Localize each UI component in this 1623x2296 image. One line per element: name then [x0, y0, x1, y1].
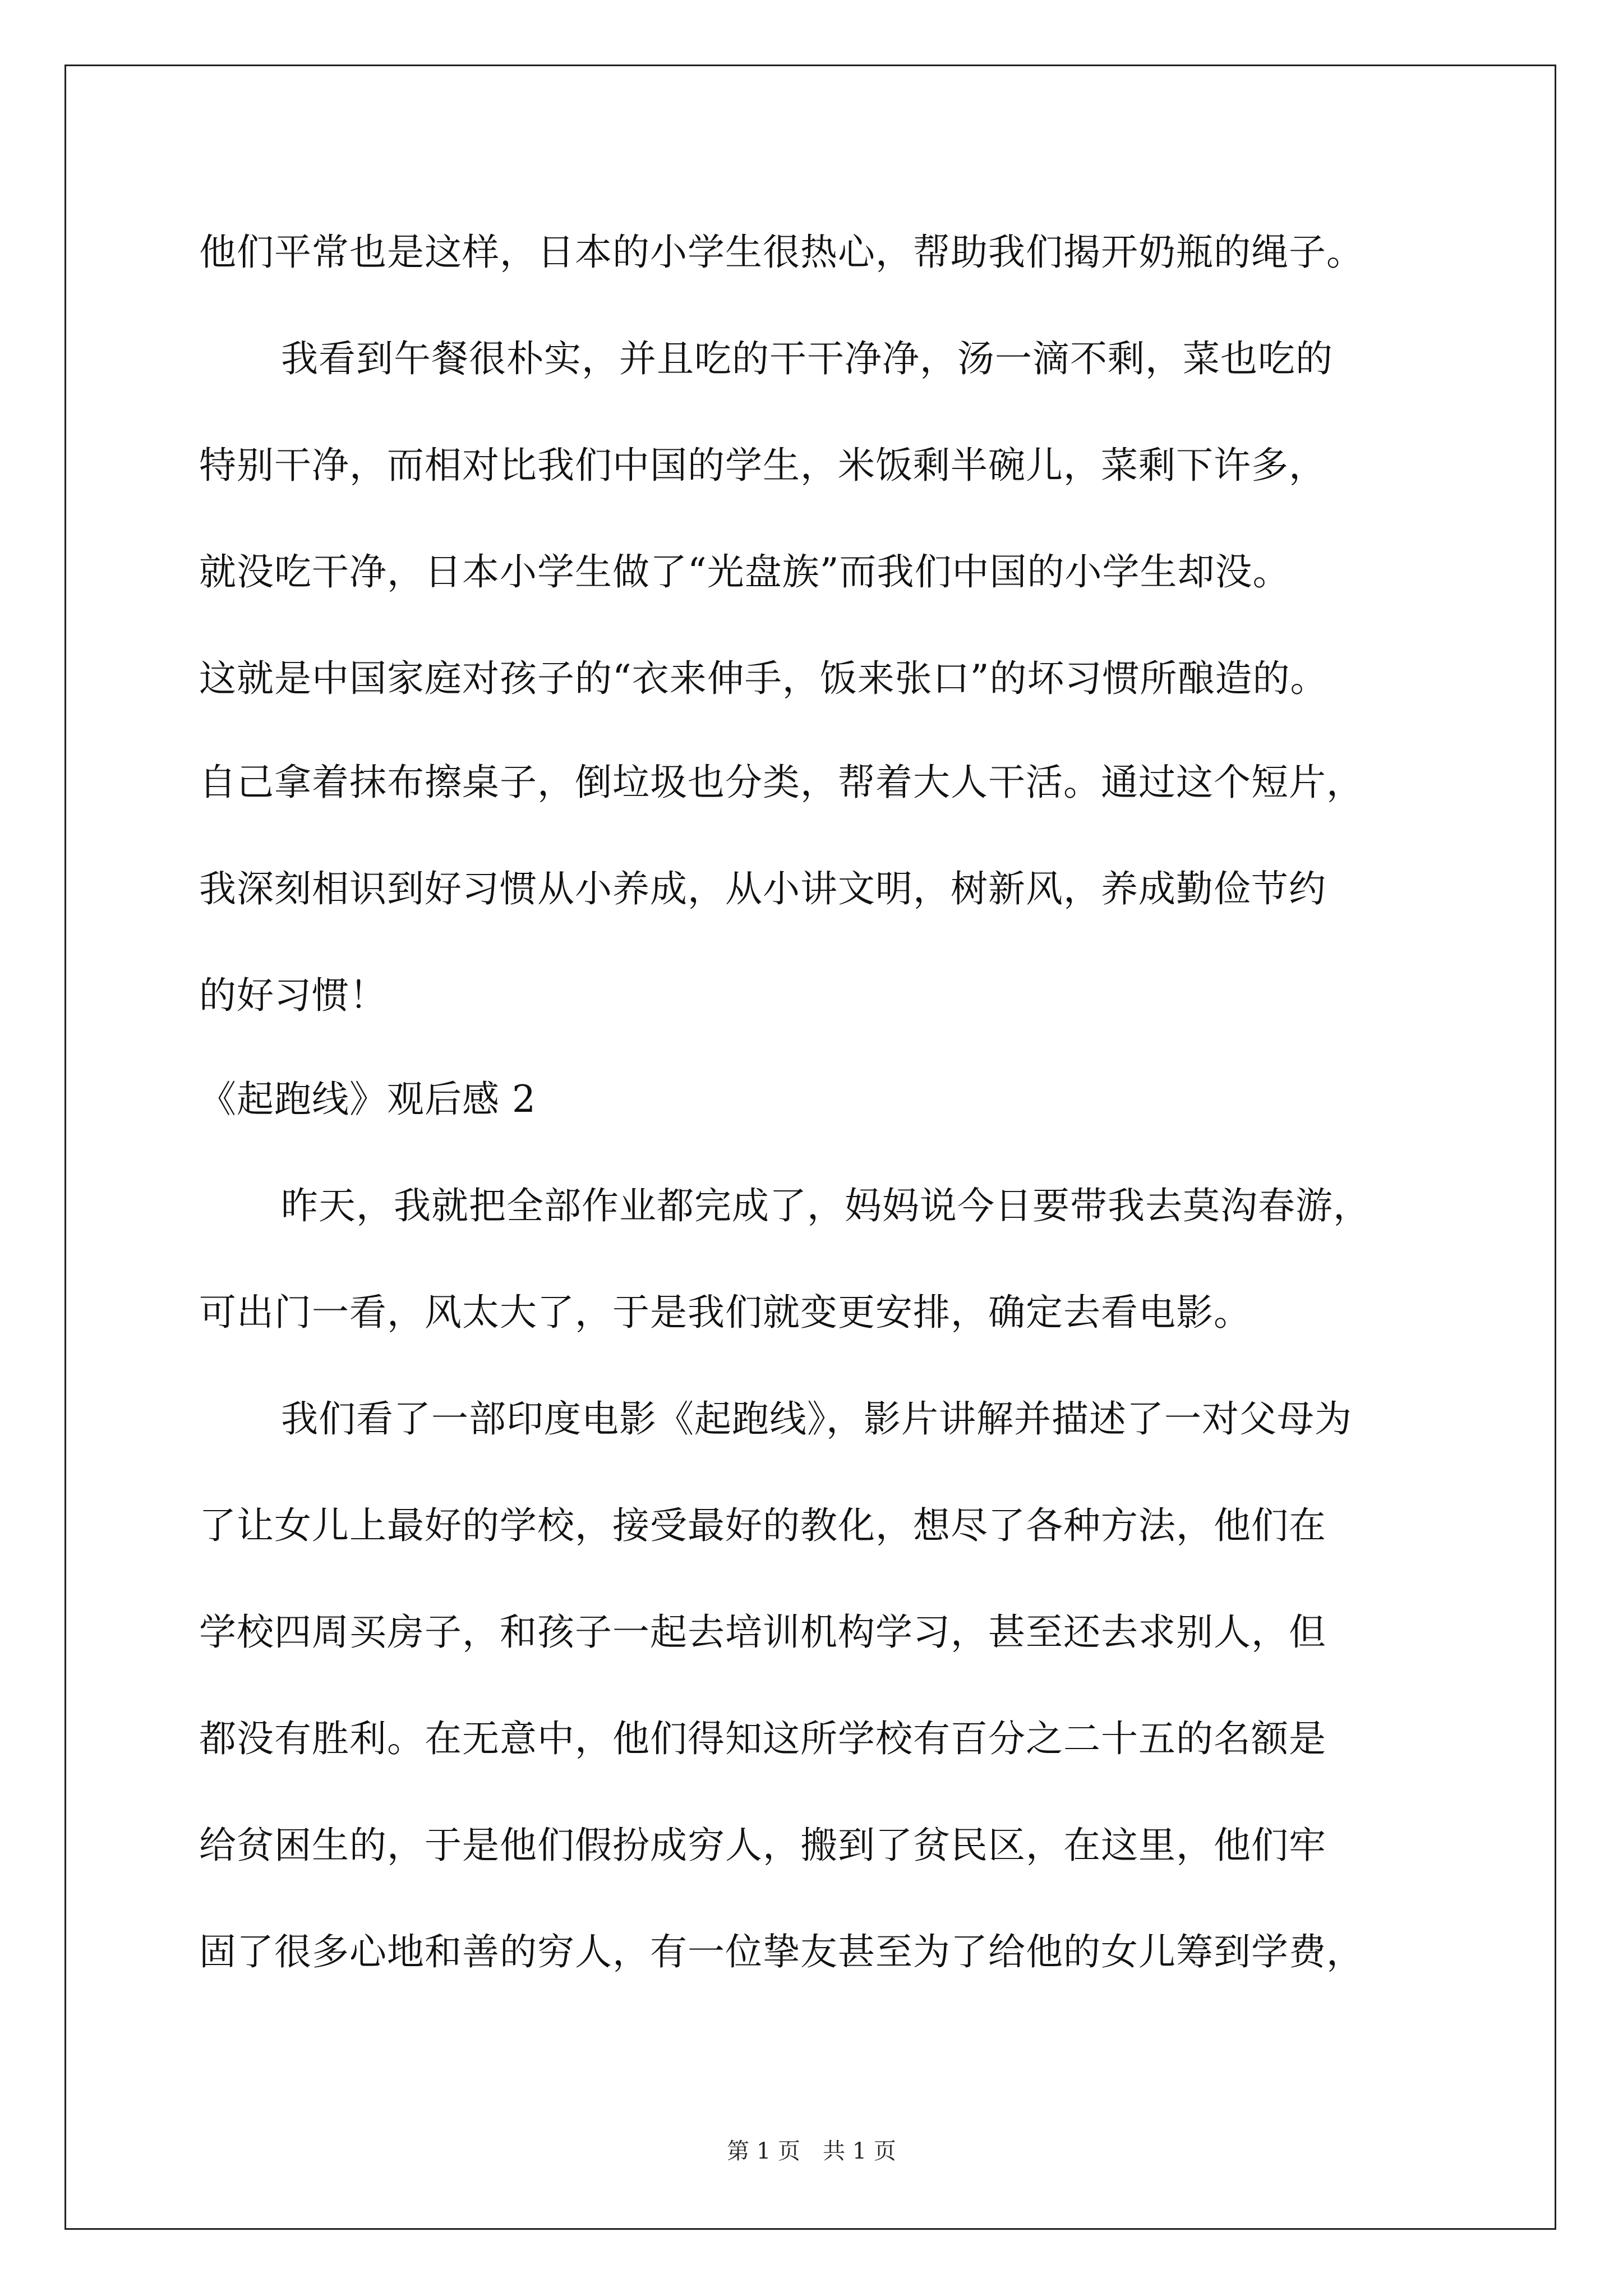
- text-line: 我们看了一部印度电影《起跑线》，影片讲解并描述了一对父母为: [281, 1397, 1352, 1441]
- text-line: 了让女儿上最好的学校，接受最好的教化，想尽了各种方法，他们在: [199, 1504, 1326, 1547]
- text-line: 就没吃干净，日本小学生做了“光盘族”而我们中国的小学生却没。: [199, 550, 1290, 593]
- text-line: 这就是中国家庭对孩子的“衣来伸手，饭来张口”的坏习惯所酿造的。: [199, 657, 1328, 700]
- text-line: 我深刻相识到好习惯从小养成，从小讲文明，树新风，养成勤俭节约: [199, 867, 1326, 910]
- text-line: 自己拿着抹布擦桌子，倒垃圾也分类，帮着大人干活。通过这个短片，: [199, 761, 1364, 804]
- text-line: 特别干净，而相对比我们中国的学生，米饭剩半碗儿，菜剩下许多，: [199, 444, 1326, 487]
- text-line: 学校四周买房子，和孩子一起去培训机构学习，甚至还去求别人，但: [199, 1611, 1326, 1654]
- text-line: 固了很多心地和善的穷人，有一位挚友甚至为了给他的女儿筹到学费，: [199, 1930, 1364, 1973]
- section-heading: 《起跑线》观后感 2: [199, 1078, 536, 1121]
- page-border: [64, 65, 1556, 2230]
- text-line: 都没有胜利。在无意中，他们得知这所学校有百分之二十五的名额是: [199, 1717, 1326, 1760]
- text-line: 给贫困生的，于是他们假扮成穷人，搬到了贫民区，在这里，他们牢: [199, 1824, 1326, 1867]
- text-line: 昨天，我就把全部作业都完成了，妈妈说今日要带我去莫沟春游，: [281, 1184, 1371, 1227]
- text-line: 我看到午餐很朴实，并且吃的干干净净，汤一滴不剩，菜也吃的: [281, 337, 1333, 380]
- text-line: 可出门一看，风太大了，于是我们就变更安排，确定去看电影。: [199, 1291, 1251, 1334]
- text-line: 的好习惯！: [199, 974, 387, 1017]
- page-number: 第 1 页 共 1 页: [727, 2138, 896, 2164]
- text-line: 他们平常也是这样，日本的小学生很热心，帮助我们揭开奶瓶的绳子。: [199, 231, 1364, 274]
